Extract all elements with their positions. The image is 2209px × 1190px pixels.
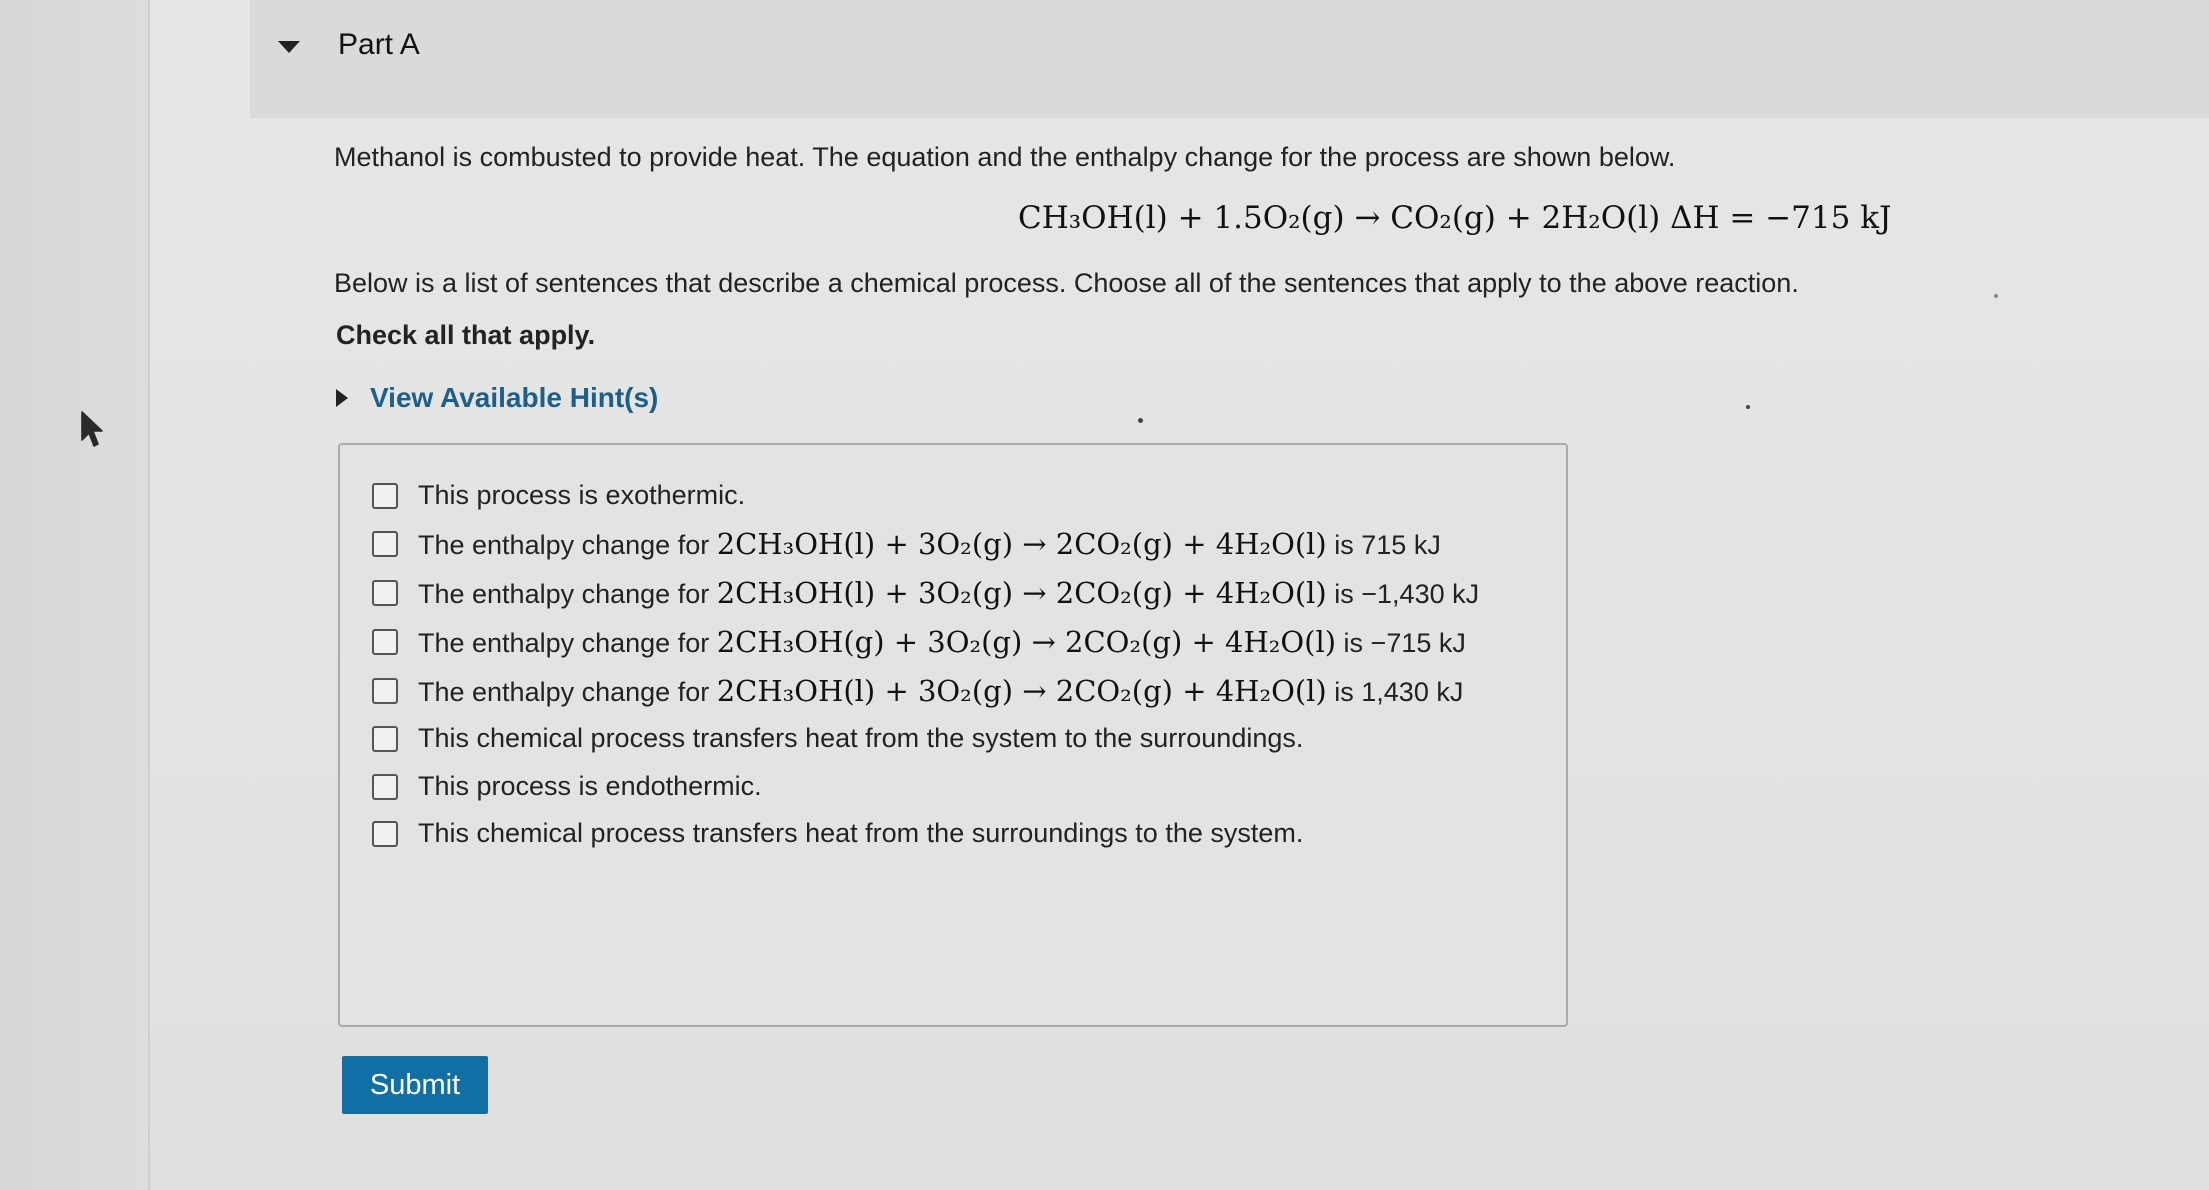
option-system-to-surroundings[interactable]: [372, 723, 1303, 754]
option-enthalpy-neg-715[interactable]: [372, 625, 1466, 659]
option-prefix: The enthalpy change for: [418, 628, 717, 658]
option-endothermic[interactable]: [372, 771, 762, 802]
option-label: [418, 674, 1463, 708]
option-equation: 2CH₃OH(g) + 3O₂(g) → 2CO₂(g) + 4H₂O(l): [716, 625, 1337, 659]
problem-intro: Methanol is combusted to provide heat. The equation and the enthalpy change for the process are shown below.: [334, 142, 1676, 172]
problem-instructions: Below is a list of sentences that describe a chemical process. Choose all of the sentences that apply to the above reaction.: [334, 268, 1799, 298]
submit-button[interactable]: Submit: [342, 1056, 488, 1114]
option-label: [418, 723, 1303, 754]
option-suffix: is −1,430 kJ: [1326, 579, 1480, 609]
option-label: [418, 527, 1441, 561]
screen-speck: [1994, 294, 1998, 298]
part-header: [250, 0, 2209, 118]
view-hints-toggle[interactable]: [334, 382, 658, 414]
option-prefix: The enthalpy change for: [418, 530, 717, 560]
caret-right-icon: [334, 387, 350, 409]
option-text: This process is exothermic.: [418, 480, 746, 510]
option-suffix: is 1,430 kJ: [1326, 677, 1464, 707]
option-text: This chemical process transfers heat from the surroundings to the system.: [418, 818, 1304, 848]
screen-speck: [1746, 405, 1750, 409]
checkbox[interactable]: [372, 821, 398, 847]
option-label: [418, 625, 1466, 659]
option-suffix: is −715 kJ: [1336, 628, 1466, 658]
view-hints-label: View Available Hint(s): [370, 382, 659, 413]
option-prefix: The enthalpy change for: [418, 677, 717, 707]
option-label: [418, 818, 1303, 849]
option-equation: 2CH₃OH(l) + 3O₂(g) → 2CO₂(g) + 4H₂O(l): [716, 674, 1327, 708]
option-enthalpy-715[interactable]: [372, 527, 1441, 561]
option-enthalpy-1430[interactable]: [372, 674, 1463, 708]
option-surroundings-to-system[interactable]: [372, 818, 1303, 849]
checkbox[interactable]: [372, 726, 398, 752]
caret-down-icon[interactable]: [276, 38, 302, 56]
option-exothermic[interactable]: [372, 480, 745, 511]
screen-speck: [1138, 418, 1143, 423]
checkbox[interactable]: [372, 629, 398, 655]
checkbox[interactable]: [372, 483, 398, 509]
option-label: [418, 480, 745, 511]
option-text: This process is endothermic.: [418, 771, 762, 801]
option-enthalpy-neg-1430[interactable]: [372, 576, 1479, 610]
checkbox[interactable]: [372, 531, 398, 557]
checkbox[interactable]: [372, 774, 398, 800]
option-prefix: The enthalpy change for: [418, 579, 717, 609]
checkbox[interactable]: [372, 580, 398, 606]
reaction-equation: CH₃OH(l) + 1.5O₂(g) → CO₂(g) + 2H₂O(l) ΔH = −715 kJ: [1018, 200, 1892, 236]
option-suffix: is 715 kJ: [1326, 530, 1441, 560]
option-equation: 2CH₃OH(l) + 3O₂(g) → 2CO₂(g) + 4H₂O(l): [716, 527, 1327, 561]
mouse-cursor-icon: [80, 410, 108, 450]
check-all-label: Check all that apply.: [336, 320, 596, 350]
part-title: Part A: [338, 28, 420, 61]
checkbox[interactable]: [372, 678, 398, 704]
left-margin: [0, 0, 150, 1190]
options-list: [338, 443, 1568, 1027]
option-text: This chemical process transfers heat from the system to the surroundings.: [418, 723, 1304, 753]
option-label: [418, 576, 1479, 610]
option-equation: 2CH₃OH(l) + 3O₂(g) → 2CO₂(g) + 4H₂O(l): [716, 576, 1327, 610]
option-label: [418, 771, 762, 802]
